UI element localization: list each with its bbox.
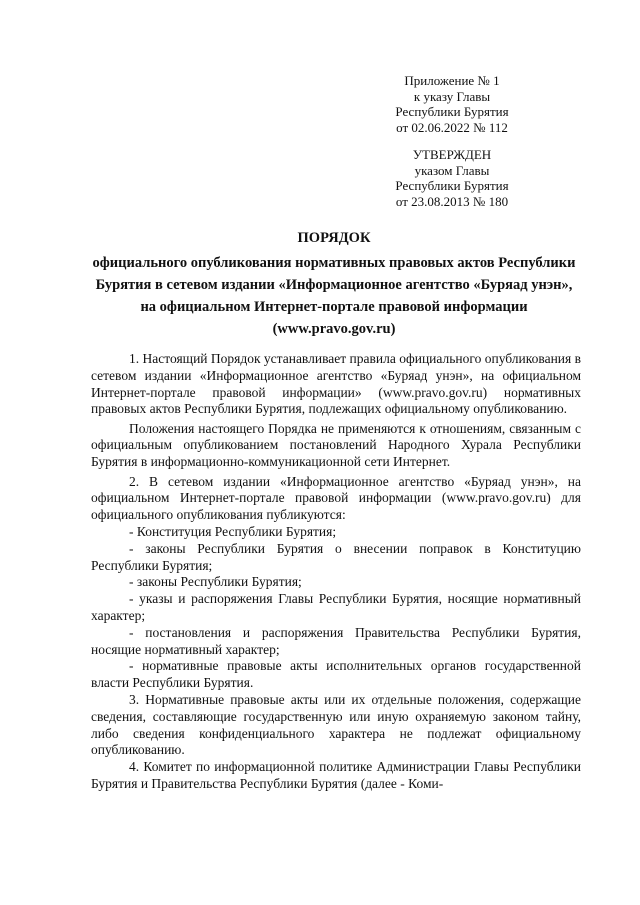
appendix-stamp xyxy=(352,73,552,135)
list-item: - законы Республики Бурятия; xyxy=(129,574,302,590)
appendix-line-4: от 02.06.2022 № 112 xyxy=(396,119,508,135)
document-title xyxy=(88,228,580,340)
list-item: - Конституция Республики Бурятия; xyxy=(129,523,337,539)
list-item: - постановления и распоряжения Правительства Республики Бурятия, носящие нормативный характер; xyxy=(91,624,581,657)
paragraph-3: 2. В сетевом издании «Информационное агентство «Буряад унэн», на официальном Интернет-портале правовой информации (www.pravo.gov.ru) для официального опубликования публикуются: xyxy=(91,473,581,523)
document-body xyxy=(91,351,581,793)
paragraph-2: Положения настоящего Порядка не применяются к отношениям, связанным с официальным опубликованием постановлений Народного Хурала Республики Бурятия в информационно-коммуникационной сети Интернет. xyxy=(91,420,581,470)
approval-stamp xyxy=(352,147,552,209)
appendix-line-2: к указу Главы xyxy=(413,88,491,104)
approval-line-3: Республики Бурятия xyxy=(395,178,509,193)
document-subtitle: официального опубликования нормативных правовых актов Республики Бурятия в сетевом издании «Информационное агентство «Буряад унэн», на официальном Интернет-портале правовой информации (www.pravo.gov.ru) xyxy=(92,255,576,337)
approval-line-4: от 23.08.2013 № 180 xyxy=(395,193,509,209)
paragraph-3-section: 3. Нормативные правовые акты или их отдельные положения, содержащие сведения, составляющие государственную или иную охраняемую законом тайну, либо сведения конфиденциального характера не подлежат официальному опубликованию. xyxy=(91,691,581,758)
paragraph-4-section: 4. Комитет по информационной политике Администрации Главы Республики Бурятия и Правительства Республики Бурятия (далее - Коми- xyxy=(91,759,581,791)
list-item: - нормативные правовые акты исполнительных органов государственной власти Республики Бурятия. xyxy=(91,658,581,691)
document-heading: ПОРЯДОК xyxy=(297,230,371,246)
list-item: - указы и распоряжения Главы Республики Бурятия, носящие нормативный характер; xyxy=(91,591,581,623)
approval-line-1: УТВЕРЖДЕН xyxy=(412,147,492,162)
approval-line-2: указом Главы xyxy=(414,162,490,178)
appendix-line-3: Республики Бурятия xyxy=(395,104,509,119)
list-item: - законы Республики Бурятия о внесении поправок в Конституцию Республики Бурятия; xyxy=(91,540,581,573)
paragraph-1: 1. Настоящий Порядок устанавливает правила официального опубликования в сетевом издании «Информационное агентство «Буряад унэн», на официальном Интернет-портале правовой информации» (www.pravo.gov.ru) нормативных правовых актов Республики Бурятия, подлежащих официальному опубликованию. xyxy=(91,351,581,417)
appendix-line-1: Приложение № 1 xyxy=(404,73,500,88)
